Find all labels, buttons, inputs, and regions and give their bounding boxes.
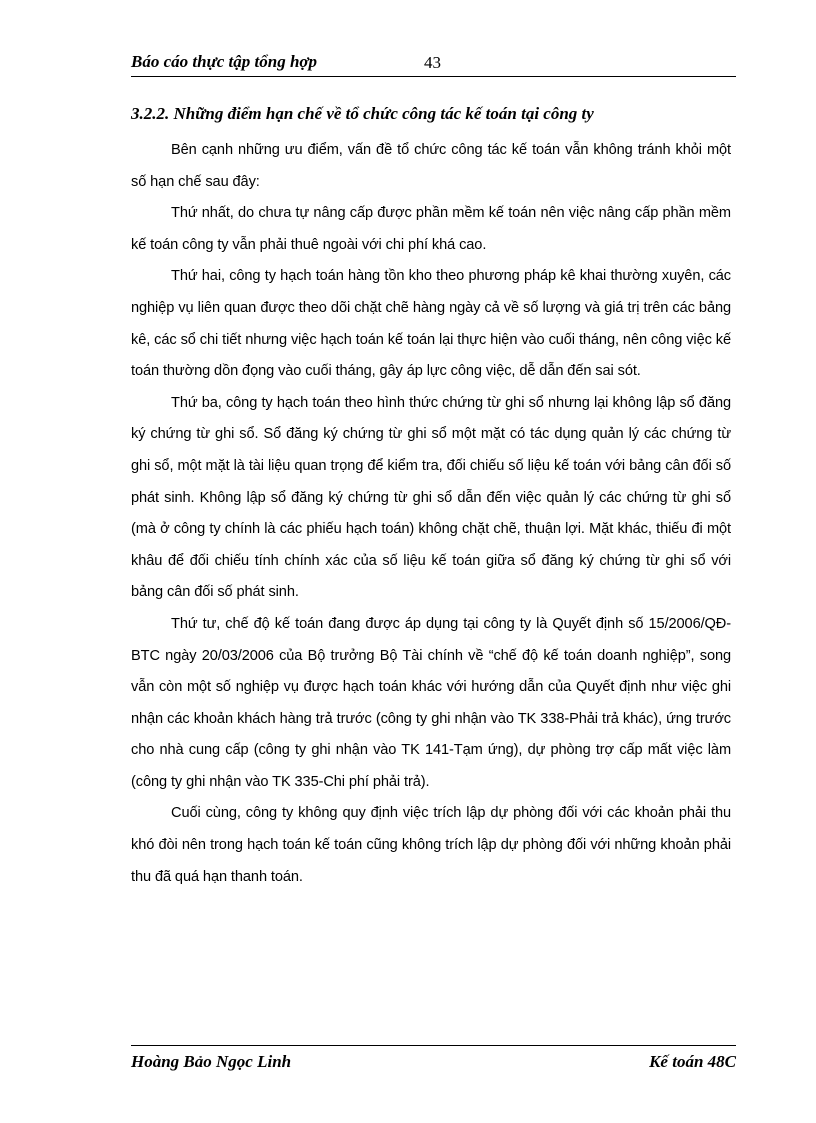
section-heading: 3.2.2. Những điểm hạn chế về tổ chức công tác kế toán tại công ty [131,104,594,123]
paragraph-second: Thứ hai, công ty hạch toán hàng tồn kho theo phương pháp kê khai thường xuyên, các nghiệp vụ liên quan được theo dõi chặt chẽ hàng ngày cả về số lượng và giá trị trên các bảng kê, các sổ chi tiết nhưng việc hạch toán kế toán lại thực hiện vào cuối tháng, nên công việc kế toán thường dồn đọng vào cuối tháng, gây áp lực công việc, dễ dẫn đến sai sót. [131,268,731,380]
paragraph-first: Thứ nhất, do chưa tự nâng cấp được phần mềm kế toán nên việc nâng cấp phần mềm kế toán công ty vẫn phải thuê ngoài với chi phí khá cao. [131,205,731,253]
page-number: 43 [424,53,441,72]
paragraph-intro: Bên cạnh những ưu điểm, vấn đề tổ chức công tác kế toán vẫn không tránh khỏi một số hạn chế sau đây: [131,142,731,190]
body-text [131,135,731,893]
page-header [131,50,736,77]
paragraph-fourth: Thứ tư, chế độ kế toán đang được áp dụng tại công ty là Quyết định số 15/2006/QĐ-BTC ngày 20/03/2006 của Bộ trưởng Bộ Tài chính về “chế độ kế toán doanh nghiệp”, song vẫn còn một số nghiệp vụ được hạch toán khác với hướng dẫn của Quyết định như việc ghi nhận các khoản khách hàng trả trước (công ty ghi nhận vào TK 338-Phải trả khác), ứng trước cho nhà cung cấp (công ty ghi nhận vào TK 141-Tạm ứng), dự phòng trợ cấp mất việc làm (công ty ghi nhận vào TK 335-Chi phí phải trả). [131,615,731,790]
page-footer [131,1045,736,1076]
report-title: Báo cáo thực tập tổng hợp [131,52,318,71]
paragraph-third: Thứ ba, công ty hạch toán theo hình thức chứng từ ghi sổ nhưng lại không lập sổ đăng ký chứng từ ghi sổ. Sổ đăng ký chứng từ ghi sổ một mặt có tác dụng quản lý các chứng từ ghi sổ, một mặt là tài liệu quan trọng để kiểm tra, đối chiếu số liệu kế toán với bảng cân đối số phát sinh. Không lập sổ đăng ký chứng từ ghi sổ dẫn đến việc quản lý các chứng từ ghi sổ (mà ở công ty chính là các phiếu hạch toán) không chặt chẽ, thuận lợi. Mặt khác, thiếu đi một khâu để đối chiếu tính chính xác của số liệu kế toán giữa sổ đăng ký chứng từ ghi sổ với bảng cân đối số phát sinh. [131,394,731,601]
paragraph-last: Cuối cùng, công ty không quy định việc trích lập dự phòng đối với các khoản phải thu khó đòi nên trong hạch toán kế toán cũng không trích lập dự phòng đối với những khoản phải thu đã quá hạn thanh toán. [131,805,731,885]
footer-class: Kế toán 48C [649,1052,736,1071]
footer-author: Hoàng Bảo Ngọc Linh [131,1052,292,1071]
